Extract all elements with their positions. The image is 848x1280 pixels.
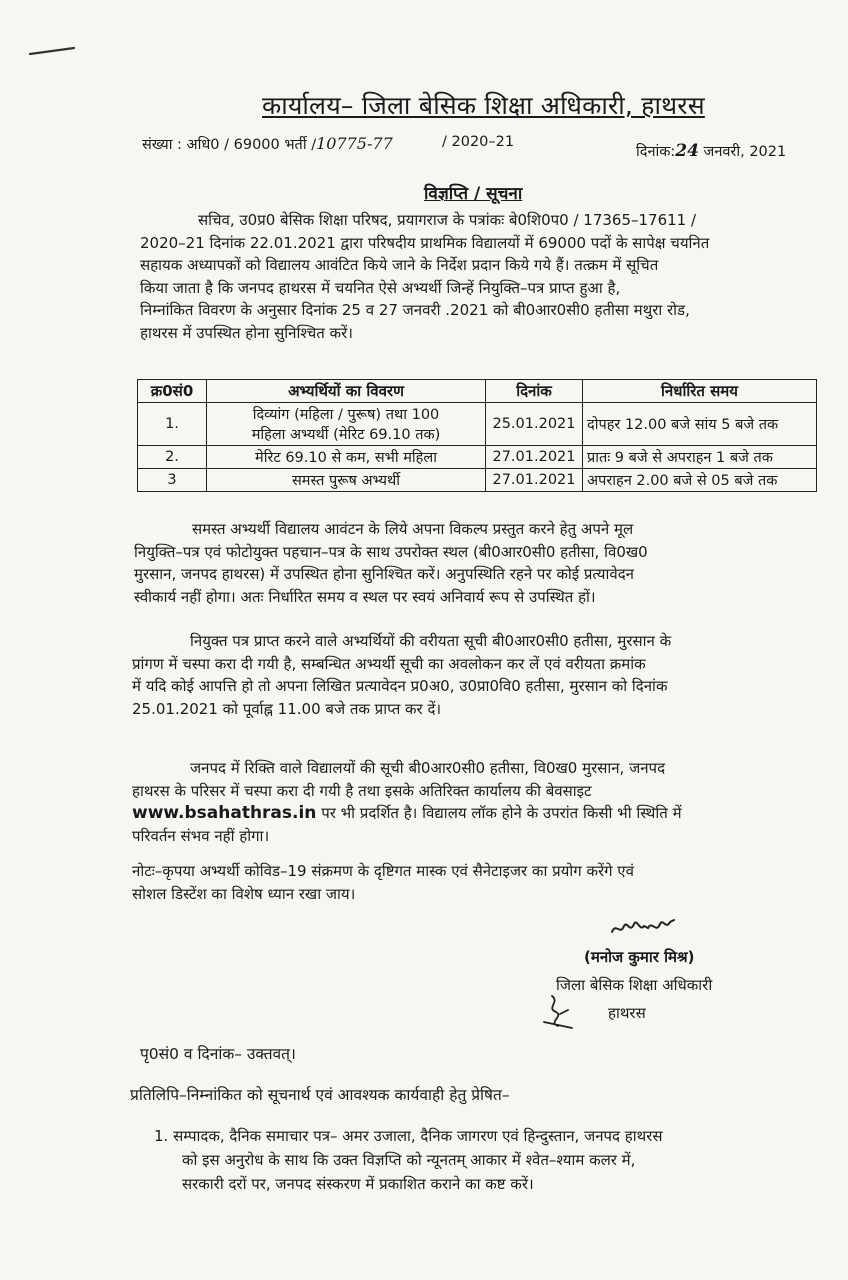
date-handwritten: 24 [675,141,699,161]
note-line: नोटः–कृपया अभ्यर्थी कोविड–19 संक्रमण के दृष्टिगत मास्क एवं सैनेटाइजर का प्रयोग करेंगे एवं [132,862,634,880]
signatory-name: (मनोज कुमार मिश्र) [584,948,695,966]
row-serial: 1. [138,403,207,446]
schedule-table [137,379,817,492]
row-time: अपराहन 2.00 बजे से 05 बजे तक [583,469,817,492]
paragraph-line: 2020–21 दिनांक 22.01.2021 द्वारा परिषदीय प्राथमिक विद्यालयों में 69000 पदों के सापेक्ष चयनित [140,233,710,252]
copy-heading: प्रतिलिपि–निम्नांकित को सूचनार्थ एवं आवश्यक कार्यवाही हेतु प्रेषित– [130,1086,510,1104]
header-details: अभ्यर्थियों का विवरण [207,380,486,403]
row-time: प्रातः 9 बजे से अपराहन 1 बजे तक [583,446,817,469]
stray-pen-mark [28,46,76,56]
paragraph-line: नियुक्त पत्र प्राप्त करने वाले अभ्यर्थियों की वरीयता सूची बी0आर0सी0 हतीसा, मुरसान के [190,632,672,650]
office-title: कार्यालय– जिला बेसिक शिक्षा अधिकारी, हाथरस [262,91,705,120]
paragraph-vacancy-list [132,757,808,847]
row-date: 27.01.2021 [486,446,583,469]
row-details-line: महिला अभ्यर्थी (मेरिट 69.10 तक) [251,427,441,443]
paragraph-line-rest: पर भी प्रदर्शित है। विद्यालय लॉक होने के उपरांत किसी भी स्थिति में [316,804,682,822]
paragraph-intro [140,209,816,344]
table-header-row [138,380,817,403]
paragraph-line: 25.01.2021 को पूर्वाह्न 11.00 बजे तक प्राप्त कर दें। [132,699,442,718]
date-suffix: जनवरी, 2021 [698,144,787,160]
table-row [138,446,817,469]
paragraph-line [132,802,808,825]
reference-year: / 2020–21 [442,134,515,150]
paragraph-line: हाथरस के परिसर में चस्पा करा दी गयी है तथा इसके अतिरिक्त कार्यालय की बेवसाइट [132,781,592,800]
copy-item-line: को इस अनुरोध के साथ कि उक्त विज्ञप्ति को न्यूनतम् आकार में श्वेत–श्याम कलर में, [182,1151,636,1169]
paragraph-line: स्वीकार्य नहीं होगा। अतः निर्धारित समय व स्थल पर स्वयं अनिवार्य रूप से उपस्थित हों। [134,587,596,606]
header-time: निर्धारित समय [583,380,817,403]
header-serial: क्र0सं0 [138,380,207,403]
signatory-place: हाथरस [608,1004,646,1022]
row-serial: 3 [138,469,207,492]
paragraph-seniority-list [132,630,808,720]
note-line: सोशल डिस्टेंश का विशेष ध्यान रखा जाय। [132,884,356,903]
table-row [138,403,817,446]
paragraph-line: हाथरस में उपस्थित होना सुनिश्चित करें। [140,323,353,342]
issue-date [636,141,786,161]
paragraph-instructions [134,518,810,608]
paragraph-line: समस्त अभ्यर्थी विद्यालय आवंटन के लिये अपना विकल्प प्रस्तुत करने हेतु अपने मूल [192,520,634,538]
row-date: 25.01.2021 [486,403,583,446]
signatory-designation: जिला बेसिक शिक्षा अधिकारी [556,976,713,994]
row-serial: 2. [138,446,207,469]
reference-handwritten: 10775-77 [316,134,393,153]
signature-scribble [610,914,676,940]
reference-line: पृ0सं0 व दिनांक– उक्तवत्। [140,1045,296,1063]
paragraph-line: किया जाता है कि जनपद हाथरस में चयनित ऐसे अभ्यर्थी जिन्हें नियुक्ति–पत्र प्राप्त हुआ है, [140,278,621,297]
row-details [207,403,486,446]
table-row [138,469,817,492]
reference-number [142,134,393,154]
copy-list-item [154,1124,810,1196]
paragraph-line: निम्नांकित विवरण के अनुसार दिनांक 25 व 27 जनवरी .2021 को बी0आर0सी0 हतीसा मथुरा रोड, [140,301,690,319]
paragraph-line: प्रांगण में चस्पा करा दी गयी है, सम्बन्धित अभ्यर्थी सूची का अवलोकन कर लें एवं वरीयता क्रमांक [132,654,646,673]
reference-prefix: संख्या : अधि0 / 69000 भर्ती / [142,137,317,153]
notice-heading: विज्ञप्ति / सूचना [424,184,523,204]
initials-scribble [538,992,578,1032]
paragraph-line: नियुक्ति–पत्र एवं फोटोयुक्त पहचान–पत्र के साथ उपरोक्त स्थल (बी0आर0सी0 हतीसा, वि0ख0 [134,542,648,561]
row-time: दोपहर 12.00 बजे सांय 5 बजे तक [583,403,817,446]
header-date: दिनांक [486,380,583,403]
website-link[interactable]: www.bsahathras.in [132,803,317,823]
paragraph-line: मुरसान, जनपद हाथरस) में उपस्थित होना सुनिश्चित करें। अनुपस्थिति रहने पर कोई प्रत्यावेदन [134,565,634,583]
paragraph-line: जनपद में रिक्ति वाले विद्यालयों की सूची बी0आर0सी0 हतीसा, वि0ख0 मुरसान, जनपद [190,759,666,777]
row-details-line: दिव्यांग (महिला / पुरूष) तथा 100 [252,407,440,423]
note [132,860,808,905]
paragraph-line: परिवर्तन संभव नहीं होगा। [132,826,270,845]
copy-item-line: 1. सम्पादक, दैनिक समाचार पत्र– अमर उजाला, दैनिक जागरण एवं हिन्दुस्तान, जनपद हाथरस [154,1127,663,1145]
row-details: समस्त पुरूष अभ्यर्थी [207,469,486,492]
paragraph-line: में यदि कोई आपत्ति हो तो अपना लिखित प्रत्यावेदन प्र0अ0, उ0प्रा0वि0 हतीसा, मुरसान को दिनांक [132,677,668,695]
row-date: 27.01.2021 [486,469,583,492]
copy-item-line: सरकारी दरों पर, जनपद संस्करण में प्रकाशित कराने का कष्ट करें। [182,1175,534,1193]
paragraph-line: सचिव, उ0प्र0 बेसिक शिक्षा परिषद, प्रयागराज के पत्रांकः बे0शि0प0 / 17365–17611 / [198,211,697,229]
row-details: मेरिट 69.10 से कम, सभी महिला [207,446,486,469]
date-prefix: दिनांक: [636,144,676,160]
paragraph-line: सहायक अध्यापकों को विद्यालय आवंटित किये जाने के निर्देश प्रदान किये गये हैं। तत्क्रम में सूचित [140,256,659,274]
